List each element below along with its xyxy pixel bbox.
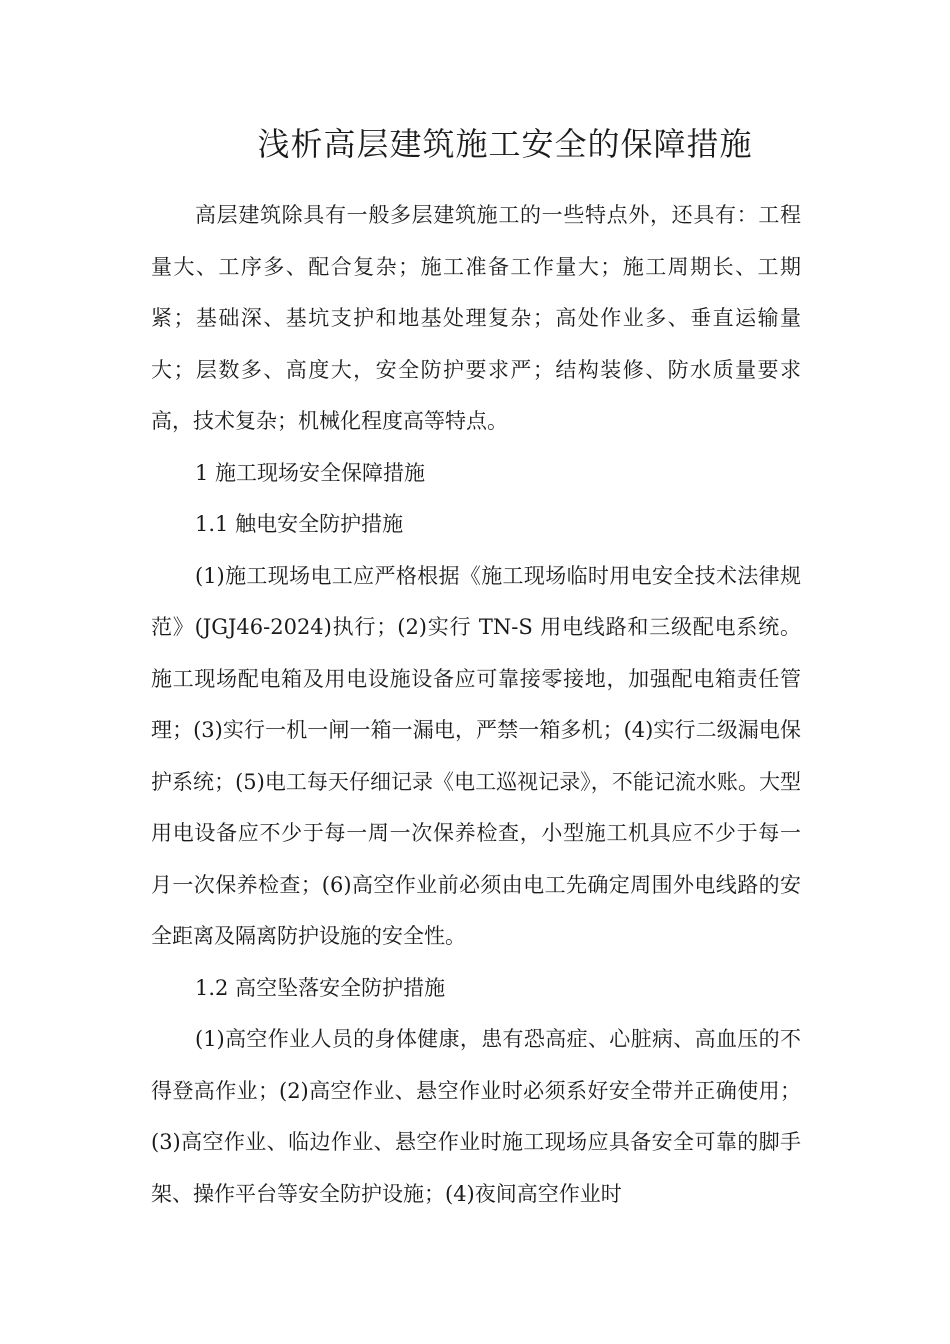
section-heading-1-2: 1.2 高空坠落安全防护措施 <box>195 975 446 1000</box>
section-1-1-paragraph: (1)施工现场电工应严格根据《施工现场临时用电安全技术法律规范》(JGJ46-2024)执行；(2)实行 TN-S 用电线路和三级配电系统。施工现场配电箱及用电设施设备应可靠接零接地，加强配电箱责任管理；(3)实行一机一闸一箱一漏电，严禁一箱多机；(4)实行二级漏电保护系统；(5)电工每天仔细记录《电工巡视记录》，不能记流水账。大型用电设备应不少于每一周一次保养检查，小型施工机具应不少于每一月一次保养检查；(6)高空作业前必须由电工先确定周围外电线路的安全距离及隔离防护设施的安全性。 <box>151 563 801 948</box>
document-title: 浅析高层建筑施工安全的保障措施 <box>257 125 753 163</box>
section-heading-1: 1 施工现场安全保障措施 <box>195 460 426 485</box>
section-1-2-paragraph: (1)高空作业人员的身体健康，患有恐高症、心脏病、高血压的不得登高作业；(2)高空作业、悬空作业时必须系好安全带并正确使用；(3)高空作业、临边作业、悬空作业时施工现场应具备安全可靠的脚手架、操作平台等安全防护设施；(4)夜间高空作业时 <box>151 1027 801 1206</box>
intro-paragraph: 高层建筑除具有一般多层建筑施工的一些特点外，还具有：工程量大、工序多、配合复杂；施工准备工作量大；施工周期长、工期紧；基础深、基坑支护和地基处理复杂；高处作业多、垂直运输量大；层数多、高度大，安全防护要求严；结构装修、防水质量要求高，技术复杂；机械化程度高等特点。 <box>151 203 801 433</box>
document-body <box>151 190 801 1220</box>
section-heading-1-1: 1.1 触电安全防护措施 <box>195 512 404 536</box>
